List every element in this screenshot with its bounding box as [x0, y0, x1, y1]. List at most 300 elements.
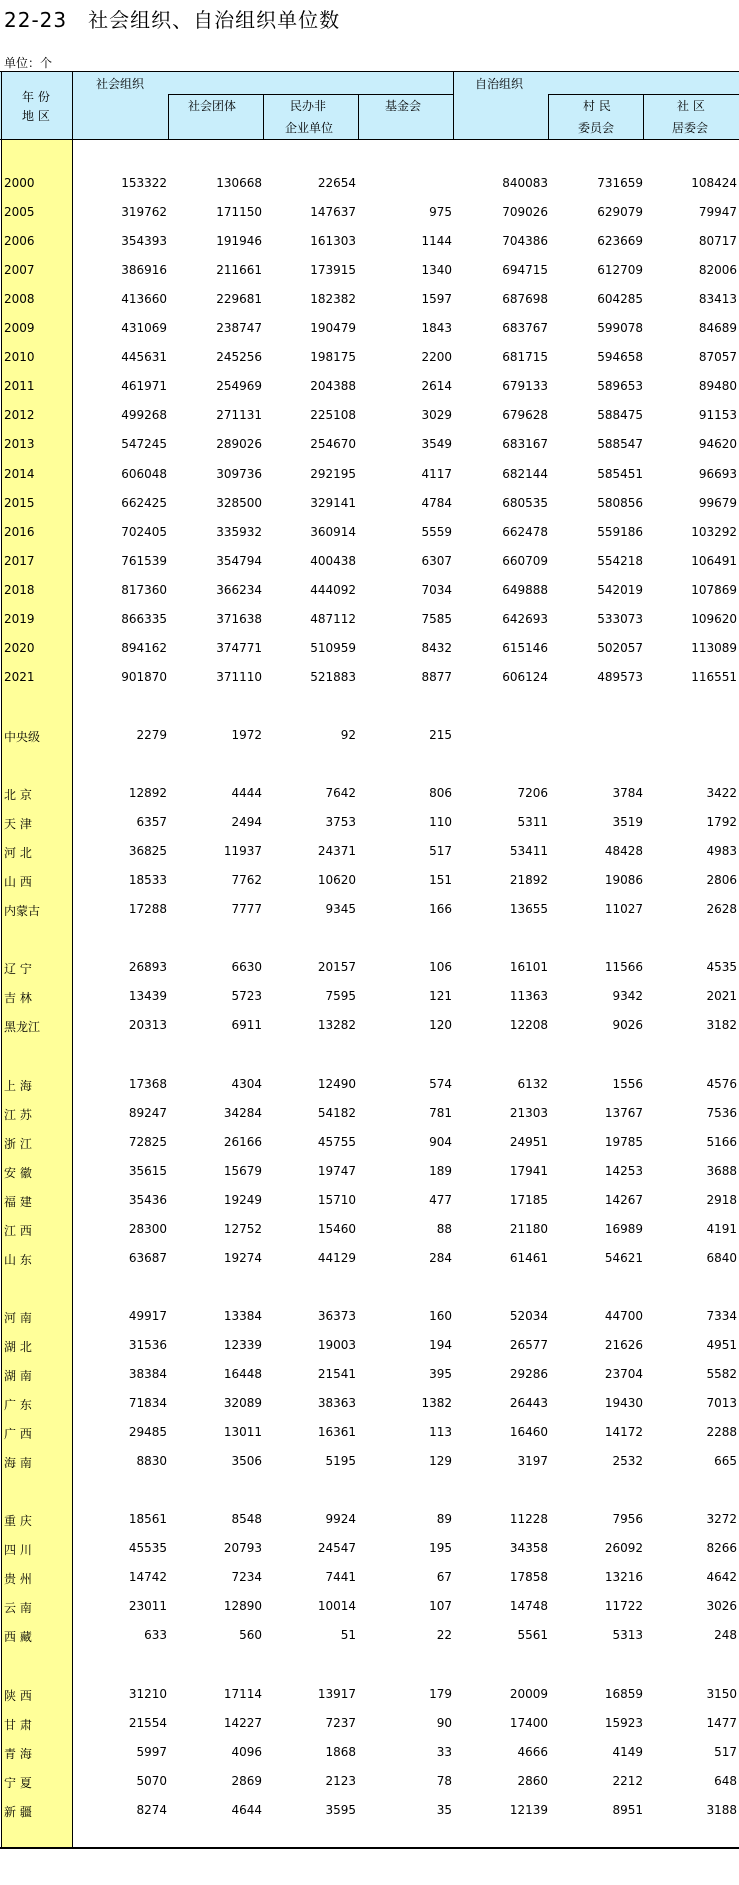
cell-self-gov-total: 11228	[509, 1512, 548, 1526]
cell-total-social: 21554	[128, 1716, 167, 1730]
row-label: 2005	[4, 205, 35, 219]
cell-total-social: 38384	[128, 1367, 167, 1381]
cell-village-committee: 2532	[612, 1454, 643, 1468]
cell-self-gov-total: 21303	[509, 1106, 548, 1120]
row-label: 山 西	[4, 875, 32, 889]
cell-social-groups: 12752	[223, 1222, 262, 1236]
cell-village-committee: 489573	[597, 670, 643, 684]
cell-social-groups: 7777	[231, 902, 262, 916]
table-row	[0, 493, 739, 513]
cell-village-committee: 612709	[597, 263, 643, 277]
cell-self-gov-total: 683167	[502, 437, 548, 451]
cell-private-nonent: 13282	[317, 1018, 356, 1032]
table-row	[0, 318, 739, 338]
cell-private-nonent: 9924	[325, 1512, 356, 1526]
cell-private-nonent: 12490	[317, 1077, 356, 1091]
cell-total-social: 633	[144, 1628, 167, 1642]
cell-private-nonent: 487112	[310, 612, 356, 626]
table-row	[0, 899, 739, 919]
cell-community-committee: 4576	[706, 1077, 737, 1091]
cell-social-groups: 6911	[231, 1018, 262, 1032]
cell-total-social: 662425	[121, 496, 167, 510]
cell-self-gov-total: 17185	[509, 1193, 548, 1207]
header-self-gov: 自治组织	[475, 77, 524, 91]
cell-village-committee: 54621	[604, 1251, 643, 1265]
cell-foundation: 5559	[421, 525, 452, 539]
row-label: 河 北	[4, 846, 32, 860]
table-row	[0, 609, 739, 629]
cell-self-gov-total: 5311	[517, 815, 548, 829]
cell-total-social: 445631	[121, 350, 167, 364]
cell-community-committee: 7013	[706, 1396, 737, 1410]
table-row	[0, 1393, 739, 1413]
row-label: 2010	[4, 350, 35, 364]
cell-social-groups: 20793	[223, 1541, 262, 1555]
cell-social-groups: 171150	[216, 205, 262, 219]
cell-foundation: 3029	[421, 408, 452, 422]
cell-village-committee: 14172	[604, 1425, 643, 1439]
table-row	[0, 1538, 739, 1558]
cell-community-committee: 517	[714, 1745, 737, 1759]
table-row	[0, 638, 739, 658]
table-row	[0, 667, 739, 687]
table-row	[0, 986, 739, 1006]
cell-village-committee: 3519	[612, 815, 643, 829]
cell-foundation: 4117	[421, 467, 452, 481]
cell-private-nonent: 3753	[325, 815, 356, 829]
row-label: 贵 州	[4, 1572, 32, 1586]
cell-self-gov-total: 17941	[509, 1164, 548, 1178]
cell-village-committee: 554218	[597, 554, 643, 568]
table-row	[0, 1219, 739, 1239]
cell-village-committee: 623669	[597, 234, 643, 248]
cell-total-social: 23011	[128, 1599, 167, 1613]
cell-community-committee: 103292	[691, 525, 737, 539]
cell-community-committee: 80717	[698, 234, 737, 248]
row-label: 黑龙江	[4, 1020, 41, 1034]
table-row	[0, 289, 739, 309]
row-label: 湖 南	[4, 1369, 32, 1383]
cell-private-nonent: 7595	[325, 989, 356, 1003]
cell-village-committee: 9342	[612, 989, 643, 1003]
table-row	[0, 1684, 739, 1704]
cell-self-gov-total: 679133	[502, 379, 548, 393]
cell-foundation: 574	[429, 1077, 452, 1091]
cell-self-gov-total: 4666	[517, 1745, 548, 1759]
cell-community-committee: 8266	[706, 1541, 737, 1555]
row-label: 西 藏	[4, 1630, 32, 1644]
cell-foundation: 904	[429, 1135, 452, 1149]
cell-private-nonent: 19003	[317, 1338, 356, 1352]
cell-village-committee: 731659	[597, 176, 643, 190]
cell-community-committee: 99679	[698, 496, 737, 510]
cell-private-nonent: 161303	[310, 234, 356, 248]
cell-self-gov-total: 29286	[509, 1367, 548, 1381]
row-label: 安 徽	[4, 1166, 32, 1180]
cell-social-groups: 12339	[223, 1338, 262, 1352]
table-row	[0, 464, 739, 484]
row-label: 2006	[4, 234, 35, 248]
cell-private-nonent: 45755	[317, 1135, 356, 1149]
cell-total-social: 71834	[128, 1396, 167, 1410]
cell-community-committee: 6840	[706, 1251, 737, 1265]
cell-total-social: 63687	[128, 1251, 167, 1265]
cell-social-groups: 4444	[231, 786, 262, 800]
cell-private-nonent: 292195	[310, 467, 356, 481]
cell-village-committee: 5313	[612, 1628, 643, 1642]
cell-private-nonent: 147637	[310, 205, 356, 219]
rule-sub-header	[168, 94, 453, 95]
cell-village-committee: 19430	[604, 1396, 643, 1410]
cell-social-groups: 17114	[223, 1687, 262, 1701]
row-label: 陕 西	[4, 1689, 32, 1703]
cell-private-nonent: 2123	[325, 1774, 356, 1788]
cell-foundation: 121	[429, 989, 452, 1003]
header-private-nonent-2: 企业单位	[285, 121, 334, 135]
cell-community-committee: 87057	[698, 350, 737, 364]
cell-total-social: 606048	[121, 467, 167, 481]
cell-total-social: 5997	[136, 1745, 167, 1759]
table-row	[0, 1364, 739, 1384]
cell-total-social: 35615	[128, 1164, 167, 1178]
cell-total-social: 413660	[121, 292, 167, 306]
cell-total-social: 18561	[128, 1512, 167, 1526]
table-row	[0, 1451, 739, 1471]
cell-total-social: 35436	[128, 1193, 167, 1207]
cell-foundation: 215	[429, 728, 452, 742]
cell-community-committee: 94620	[698, 437, 737, 451]
cell-foundation: 806	[429, 786, 452, 800]
row-label: 海 南	[4, 1456, 32, 1470]
cell-foundation: 89	[436, 1512, 452, 1526]
cell-foundation: 781	[429, 1106, 452, 1120]
table-row	[0, 1190, 739, 1210]
cell-social-groups: 7234	[231, 1570, 262, 1584]
cell-community-committee: 106491	[691, 554, 737, 568]
cell-village-committee: 11722	[604, 1599, 643, 1613]
cell-foundation: 6307	[421, 554, 452, 568]
row-label: 2015	[4, 496, 35, 510]
rule-v-5	[548, 94, 549, 140]
cell-social-groups: 4304	[231, 1077, 262, 1091]
cell-social-groups: 374771	[216, 641, 262, 655]
cell-community-committee: 89480	[698, 379, 737, 393]
cell-self-gov-total: 662478	[502, 525, 548, 539]
cell-social-groups: 335932	[216, 525, 262, 539]
row-label: 2011	[4, 379, 35, 393]
row-label: 2014	[4, 467, 35, 481]
row-label: 2019	[4, 612, 35, 626]
cell-village-committee: 589653	[597, 379, 643, 393]
cell-foundation: 7034	[421, 583, 452, 597]
cell-village-committee: 3784	[612, 786, 643, 800]
cell-social-groups: 238747	[216, 321, 262, 335]
cell-village-committee: 559186	[597, 525, 643, 539]
rule-top	[0, 71, 739, 72]
row-label: 广 西	[4, 1427, 32, 1441]
cell-total-social: 319762	[121, 205, 167, 219]
rule-bottom	[0, 1847, 739, 1849]
cell-village-committee: 2212	[612, 1774, 643, 1788]
cell-foundation: 7585	[421, 612, 452, 626]
cell-self-gov-total: 682144	[502, 467, 548, 481]
table-row	[0, 1015, 739, 1035]
cell-village-committee: 15923	[604, 1716, 643, 1730]
cell-total-social: 18533	[128, 873, 167, 887]
cell-village-committee: 11566	[604, 960, 643, 974]
cell-self-gov-total: 649888	[502, 583, 548, 597]
cell-private-nonent: 44129	[317, 1251, 356, 1265]
cell-community-committee: 3272	[706, 1512, 737, 1526]
cell-community-committee: 648	[714, 1774, 737, 1788]
cell-community-committee: 82006	[698, 263, 737, 277]
cell-community-committee: 3150	[706, 1687, 737, 1701]
cell-village-committee: 533073	[597, 612, 643, 626]
table-row	[0, 1713, 739, 1733]
cell-self-gov-total: 13655	[509, 902, 548, 916]
cell-private-nonent: 1868	[325, 1745, 356, 1759]
cell-social-groups: 32089	[223, 1396, 262, 1410]
cell-community-committee: 107869	[691, 583, 737, 597]
cell-foundation: 1382	[421, 1396, 452, 1410]
cell-foundation: 67	[436, 1570, 452, 1584]
cell-community-committee: 96693	[698, 467, 737, 481]
row-label: 浙 江	[4, 1137, 32, 1151]
cell-private-nonent: 15460	[317, 1222, 356, 1236]
cell-foundation: 22	[436, 1628, 452, 1642]
cell-private-nonent: 21541	[317, 1367, 356, 1381]
cell-village-committee: 580856	[597, 496, 643, 510]
cell-private-nonent: 10014	[317, 1599, 356, 1613]
cell-total-social: 461971	[121, 379, 167, 393]
cell-foundation: 1340	[421, 263, 452, 277]
cell-village-committee: 542019	[597, 583, 643, 597]
cell-village-committee: 588547	[597, 437, 643, 451]
unit-label: 单位：个	[4, 56, 53, 70]
cell-total-social: 354393	[121, 234, 167, 248]
cell-social-groups: 191946	[216, 234, 262, 248]
cell-total-social: 386916	[121, 263, 167, 277]
cell-social-groups: 366234	[216, 583, 262, 597]
table-row	[0, 173, 739, 193]
cell-foundation: 477	[429, 1193, 452, 1207]
table-row	[0, 783, 739, 803]
cell-foundation: 88	[436, 1222, 452, 1236]
cell-private-nonent: 15710	[317, 1193, 356, 1207]
cell-self-gov-total: 840083	[502, 176, 548, 190]
row-label: 福 建	[4, 1195, 32, 1209]
cell-private-nonent: 7441	[325, 1570, 356, 1584]
table-row	[0, 812, 739, 832]
row-label: 中央级	[4, 730, 41, 744]
cell-village-committee: 502057	[597, 641, 643, 655]
cell-self-gov-total: 3197	[517, 1454, 548, 1468]
cell-social-groups: 3506	[231, 1454, 262, 1468]
cell-foundation: 8877	[421, 670, 452, 684]
cell-village-committee: 594658	[597, 350, 643, 364]
cell-community-committee: 4535	[706, 960, 737, 974]
row-label: 内蒙古	[4, 904, 41, 918]
row-label: 江 苏	[4, 1108, 32, 1122]
cell-social-groups: 19249	[223, 1193, 262, 1207]
cell-social-groups: 289026	[216, 437, 262, 451]
cell-foundation: 113	[429, 1425, 452, 1439]
cell-total-social: 89247	[128, 1106, 167, 1120]
cell-social-groups: 371638	[216, 612, 262, 626]
row-label: 青 海	[4, 1747, 32, 1761]
table-row	[0, 1771, 739, 1791]
cell-self-gov-total: 24951	[509, 1135, 548, 1149]
row-label: 2021	[4, 670, 35, 684]
cell-social-groups: 19274	[223, 1251, 262, 1265]
cell-total-social: 499268	[121, 408, 167, 422]
table-row	[0, 347, 739, 367]
cell-village-committee: 11027	[604, 902, 643, 916]
cell-self-gov-total: 615146	[502, 641, 548, 655]
cell-total-social: 2279	[136, 728, 167, 742]
cell-social-groups: 354794	[216, 554, 262, 568]
row-label: 辽 宁	[4, 962, 32, 976]
cell-village-committee: 4149	[612, 1745, 643, 1759]
cell-foundation: 395	[429, 1367, 452, 1381]
row-label: 宁 夏	[4, 1776, 32, 1790]
cell-foundation: 1144	[421, 234, 452, 248]
cell-self-gov-total: 17858	[509, 1570, 548, 1584]
cell-social-groups: 14227	[223, 1716, 262, 1730]
cell-total-social: 8830	[136, 1454, 167, 1468]
cell-foundation: 129	[429, 1454, 452, 1468]
table-row	[0, 1306, 739, 1326]
rule-v-2	[263, 94, 264, 140]
cell-total-social: 5070	[136, 1774, 167, 1788]
cell-village-committee: 19785	[604, 1135, 643, 1149]
cell-community-committee: 4191	[706, 1222, 737, 1236]
cell-private-nonent: 360914	[310, 525, 356, 539]
cell-self-gov-total: 694715	[502, 263, 548, 277]
cell-self-gov-total: 53411	[509, 844, 548, 858]
cell-social-groups: 2494	[231, 815, 262, 829]
cell-social-groups: 26166	[223, 1135, 262, 1149]
cell-self-gov-total: 709026	[502, 205, 548, 219]
table-row	[0, 1742, 739, 1762]
table-row	[0, 376, 739, 396]
cell-private-nonent: 19747	[317, 1164, 356, 1178]
cell-community-committee: 7334	[706, 1309, 737, 1323]
cell-total-social: 29485	[128, 1425, 167, 1439]
table-row	[0, 1103, 739, 1123]
cell-foundation: 110	[429, 815, 452, 829]
row-label: 重 庆	[4, 1514, 32, 1528]
cell-community-committee: 79947	[698, 205, 737, 219]
cell-total-social: 13439	[128, 989, 167, 1003]
cell-self-gov-total: 680535	[502, 496, 548, 510]
cell-total-social: 702405	[121, 525, 167, 539]
table-row	[0, 957, 739, 977]
cell-community-committee: 83413	[698, 292, 737, 306]
cell-private-nonent: 7237	[325, 1716, 356, 1730]
cell-social-groups: 229681	[216, 292, 262, 306]
table-row	[0, 870, 739, 890]
cell-self-gov-total: 14748	[509, 1599, 548, 1613]
cell-self-gov-total: 7206	[517, 786, 548, 800]
cell-community-committee: 91153	[698, 408, 737, 422]
cell-community-committee: 3026	[706, 1599, 737, 1613]
cell-village-committee: 48428	[604, 844, 643, 858]
cell-total-social: 153322	[121, 176, 167, 190]
cell-social-groups: 12890	[223, 1599, 262, 1613]
cell-private-nonent: 3595	[325, 1803, 356, 1817]
cell-total-social: 901870	[121, 670, 167, 684]
cell-foundation: 8432	[421, 641, 452, 655]
cell-community-committee: 665	[714, 1454, 737, 1468]
table-row	[0, 1132, 739, 1152]
cell-self-gov-total: 12139	[509, 1803, 548, 1817]
cell-self-gov-total: 660709	[502, 554, 548, 568]
cell-private-nonent: 9345	[325, 902, 356, 916]
cell-total-social: 49917	[128, 1309, 167, 1323]
row-label: 河 南	[4, 1311, 32, 1325]
cell-self-gov-total: 61461	[509, 1251, 548, 1265]
cell-foundation: 160	[429, 1309, 452, 1323]
cell-self-gov-total: 26577	[509, 1338, 548, 1352]
row-label: 2008	[4, 292, 35, 306]
cell-community-committee: 113089	[691, 641, 737, 655]
cell-private-nonent: 510959	[310, 641, 356, 655]
header-village-2: 委员会	[578, 121, 615, 135]
cell-village-committee: 16989	[604, 1222, 643, 1236]
cell-social-groups: 8548	[231, 1512, 262, 1526]
cell-social-groups: 254969	[216, 379, 262, 393]
cell-village-committee: 9026	[612, 1018, 643, 1032]
cell-village-committee: 13216	[604, 1570, 643, 1584]
cell-private-nonent: 51	[340, 1628, 356, 1642]
cell-self-gov-total: 16460	[509, 1425, 548, 1439]
cell-community-committee: 2918	[706, 1193, 737, 1207]
cell-social-groups: 1972	[231, 728, 262, 742]
cell-community-committee: 1792	[706, 815, 737, 829]
cell-foundation: 1843	[421, 321, 452, 335]
cell-social-groups: 130668	[216, 176, 262, 190]
cell-foundation: 2614	[421, 379, 452, 393]
cell-private-nonent: 254670	[310, 437, 356, 451]
cell-community-committee: 2806	[706, 873, 737, 887]
cell-social-groups: 15679	[223, 1164, 262, 1178]
row-label: 2000	[4, 176, 35, 190]
cell-private-nonent: 329141	[310, 496, 356, 510]
cell-community-committee: 2628	[706, 902, 737, 916]
cell-total-social: 431069	[121, 321, 167, 335]
cell-total-social: 12892	[128, 786, 167, 800]
cell-community-committee: 4983	[706, 844, 737, 858]
table-row	[0, 1161, 739, 1181]
cell-total-social: 6357	[136, 815, 167, 829]
cell-foundation: 975	[429, 205, 452, 219]
cell-private-nonent: 22654	[317, 176, 356, 190]
table-row	[0, 1596, 739, 1616]
table-row	[0, 1800, 739, 1820]
cell-village-committee: 13767	[604, 1106, 643, 1120]
cell-private-nonent: 7642	[325, 786, 356, 800]
cell-private-nonent: 38363	[317, 1396, 356, 1410]
cell-total-social: 17288	[128, 902, 167, 916]
cell-self-gov-total: 21180	[509, 1222, 548, 1236]
cell-self-gov-total: 679628	[502, 408, 548, 422]
cell-social-groups: 211661	[216, 263, 262, 277]
row-label: 2018	[4, 583, 35, 597]
table-row	[0, 434, 739, 454]
table-row	[0, 1625, 739, 1645]
cell-private-nonent: 24547	[317, 1541, 356, 1555]
